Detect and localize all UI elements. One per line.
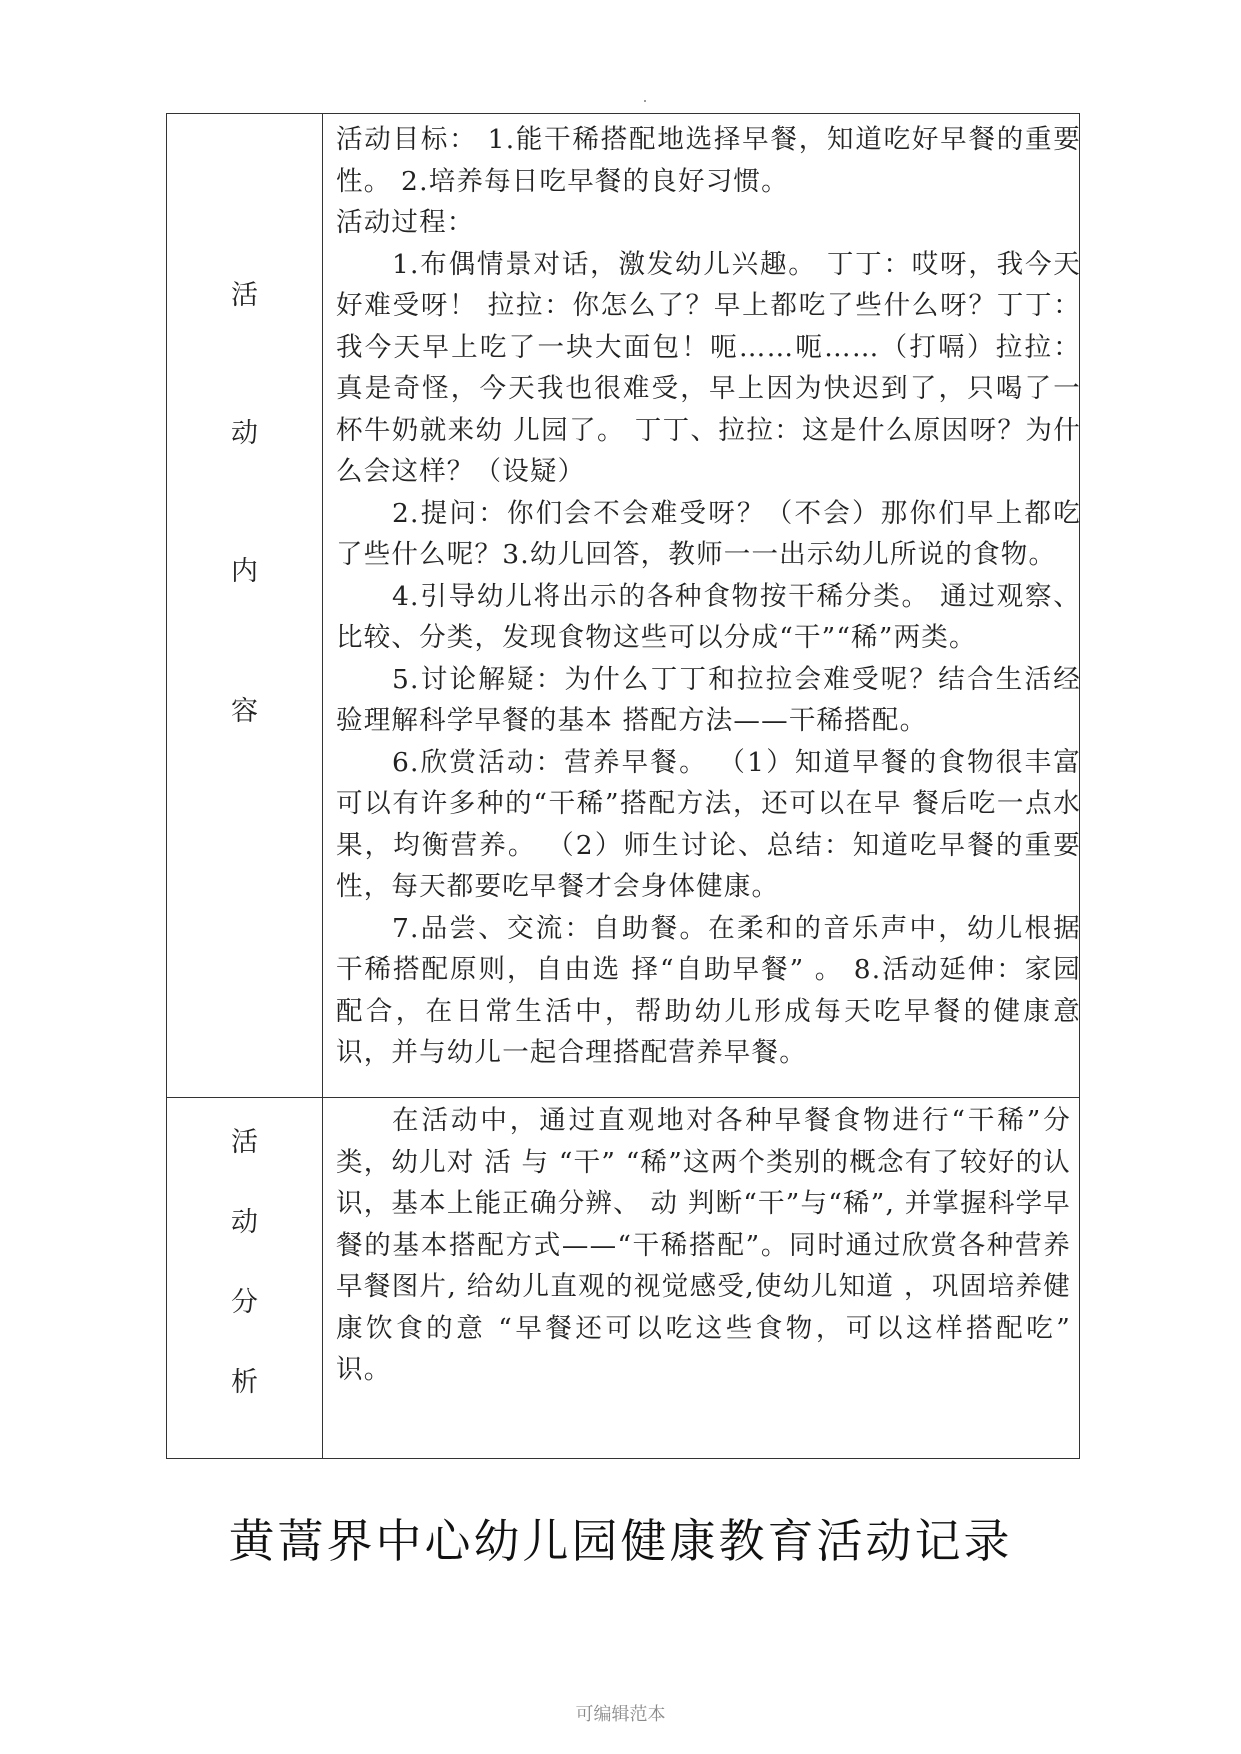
- analysis-label-char: 分: [231, 1287, 258, 1318]
- content-text: [336, 119, 1081, 1074]
- document-title: 黄蒿界中心幼儿园健康教育活动记录: [228, 1514, 1013, 1568]
- analysis-text: [336, 1100, 1071, 1391]
- activity-goal: 活动目标： 1.能干稀搭配地选择早餐，知道吃好早餐的重要性。 2.培养每日吃早餐的良好习惯。: [336, 124, 1081, 197]
- analysis-label-char: 活: [231, 1127, 258, 1158]
- content-label-cell: [167, 114, 323, 1098]
- analysis-label-cell: [167, 1098, 323, 1459]
- process-step: 2.提问：你们会不会难受呀？（不会）那你们早上都吃了些什么呢？3.幼儿回答，教师一一出示幼儿所说的食物。: [336, 497, 1081, 570]
- process-step: 5.讨论解疑：为什么丁丁和拉拉会难受呢？结合生活经验理解科学早餐的基本 搭配方法——干稀搭配。: [336, 663, 1081, 736]
- page-footer: 可编辑范本: [575, 1704, 666, 1725]
- analysis-label-char: 析: [231, 1367, 258, 1398]
- analysis-label-char: 动: [231, 1207, 258, 1238]
- analysis-paragraph: 在活动中，通过直观地对各种早餐食物进行“干稀”分类，幼儿对 活 与 “干” “稀”这两个类别的概念有了较好的认识，基本上能正确分辨、 动 判断“干”与“稀”, 并掌握科学早餐的基本搭配方式——“干稀搭配”。同时通过欣赏各种营养早餐图片, 给幼儿直观的视觉感受,使幼儿知道 ，巩固培养健康饮食的意 “早餐还可以吃这些食物，可以这样搭配吃” 识。: [336, 1105, 1071, 1385]
- content-label-char: 活: [231, 280, 258, 311]
- process-step: 7.品尝、交流：自助餐。在柔和的音乐声中，幼儿根据干稀搭配原则，自由选 择“自助早餐” 。 8.活动延伸：家园配合，在日常生活中，帮助幼儿形成每天吃早餐的健康意识，并与幼儿一起合理搭配营养早餐。: [336, 912, 1081, 1068]
- process-step: 1.布偶情景对话，激发幼儿兴趣。 丁丁：哎呀，我今天好难受呀！ 拉拉：你怎么了？早上都吃了些什么呀？丁丁：我今天早上吃了一块大面包！呃……呃……（打嗝）拉拉：真是奇怪，今天我也很难受，早上因为快迟到了，只喝了一杯牛奶就来幼 儿园了。 丁丁、拉拉：这是什么原因呀？为什么会这样？（设疑）: [336, 248, 1081, 487]
- content-label-char: 容: [231, 696, 258, 727]
- content-label-char: 动: [231, 418, 258, 449]
- process-step: 6.欣赏活动：营养早餐。 （1）知道早餐的食物很丰富可以有许多种的“干稀”搭配方法，还可以在早 餐后吃一点水果，均衡营养。 （2）师生讨论、总结：知道吃早餐的重要性，每天都要吃早餐才会身体健康。: [336, 746, 1081, 902]
- content-label-char: 内: [231, 556, 258, 587]
- activity-process-heading: 活动过程：: [336, 207, 475, 238]
- page-mark: [644, 100, 646, 102]
- process-step: 4.引导幼儿将出示的各种食物按干稀分类。 通过观察、比较、分类，发现食物这些可以分成“干”“稀”两类。: [336, 580, 1081, 653]
